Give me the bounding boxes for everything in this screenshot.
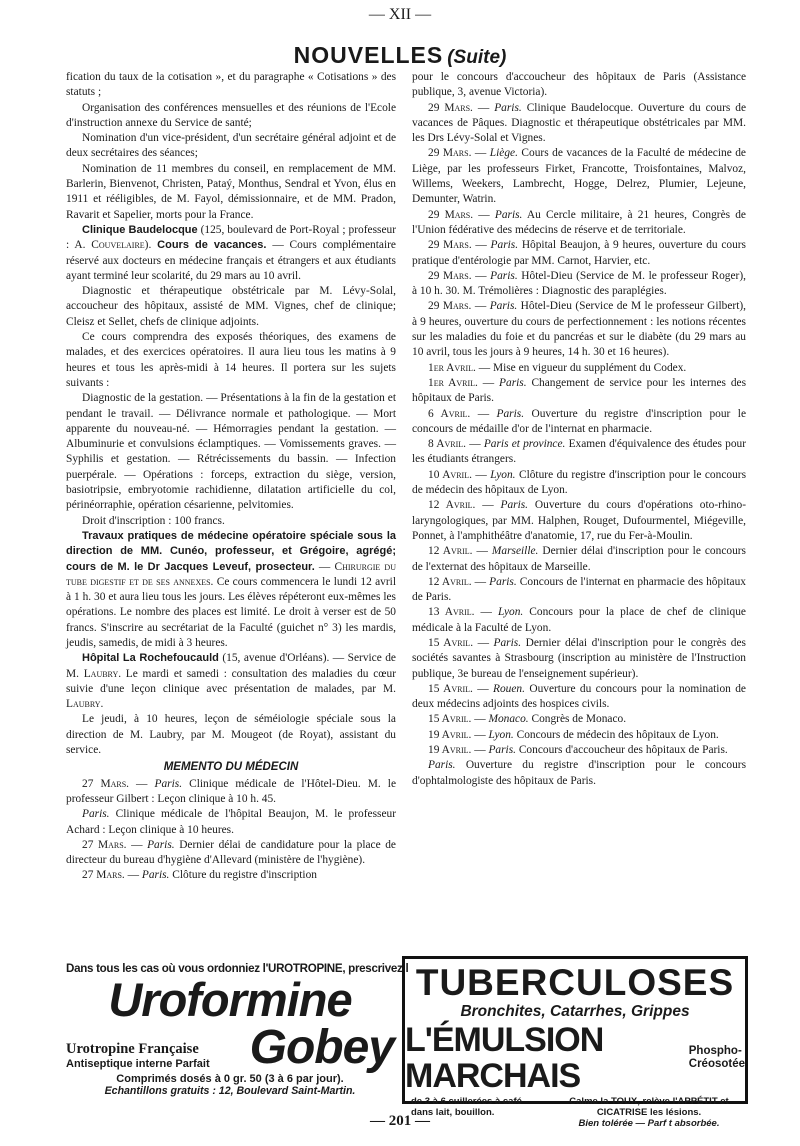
entry-date: 13 Avril. — [428, 606, 475, 619]
entry-place: Paris. — [490, 239, 519, 252]
entry-place: Paris. — [141, 869, 170, 882]
paragraph: Diagnostic de la gestation. — Présentations à la fin de la gestation et pendant le travail. — Délivrance normale et pathologique. — Mort apparente du nouveau-né. — Hémorragies pendant la gestation. — Albuminurie et convulsions éclamptiques. — Vomissements graves. — Syphilis et gestation. — Rétrécissements du bassin. — Infection puerpérale. — Opérations : forceps, extraction du siège, version, basiotripsie, embryotomie rachidienne, dilatation artificielle du col, périnéorraphie, opération césarienne, pelvitomies. — [66, 392, 396, 512]
entry-text: Clinique médicale de l'hôpital Beaujon, M. le professeur Achard : Leçon clinique à 10 heures. — [66, 808, 396, 836]
entry-text: Ouverture du registre d'inscription pour le concours de médaille d'or de l'internat en pharmacie. — [412, 407, 746, 435]
ad-body — [66, 1021, 394, 1074]
ad-tolerance: Bien tolérée — Parf t absorbée. — [578, 1118, 720, 1129]
entry-text: Concours de médecin des hôpitaux de Lyon. — [513, 728, 719, 741]
entry-text: Au Cercle militaire, à 21 heures, Congrès de l'Union fédérative des médecins de réserve et de territoriale. — [412, 208, 746, 236]
entry-text: Dernier délai de candidature pour la place de directeur du bureau d'hygiène d'Allevard (ministère de l'hygiène). — [66, 838, 396, 867]
ad-product-name: L'ÉMULSION MARCHAIS — [405, 1021, 604, 1095]
entry-place: Paris. — [493, 636, 522, 649]
paragraph: Nomination de 11 membres du conseil, en remplacement de MM. Barlerin, Bienvenot, Christen, Pataý, Monthus, Sendral et Yvon, élus en 1911 et rééligibles, de M. Fayol, démissionnaire, et de MM. Pradon, Ravarit et Sapelier, morts pour la France. — [66, 162, 396, 221]
text: (15, avenue d'Orléans). — Service de M. — [66, 652, 396, 680]
entry-place: Paris. — [499, 376, 527, 389]
memento-entry: 29 Mars. — Paris. Hôtel-Dieu (Service de M. le professeur Roger), à 10 h. 30. M. Trémolières : Diagnostic des paraplégies. — [412, 269, 746, 298]
entry-text: Hôtel-Dieu (Service de M le professeur Gilbert), à 9 heures, ouverture du cours de perfectionnement : les notions récentes sur les maladies du foie et du pancréas et sur le diabète (du 29 mars au 10 avril, tous les jours à 9 heures, 14 h. 30 et 16 heures). — [412, 300, 746, 359]
top-page-folio: — XII — — [368, 6, 432, 23]
entry-date: 29 Mars. — [428, 101, 473, 114]
memento-entry: 12 Avril. — Paris. Ouverture du cours d'opérations oto-rhino-laryngologiques, par MM. Halphen, Rouget, Dufourmentel, Miégeville, Ponnet, à l'amphithéâtre d'anatomie, 17, rue du Fer-à-Moulin. — [412, 499, 746, 542]
memento-entry: 19 Avril. — Lyon. Concours de médecin des hôpitaux de Lyon. — [428, 728, 719, 741]
entry-text: Clôture du registre d'inscription — [169, 869, 317, 882]
memento-entry: 27 Mars. — Paris. Dernier délai de candidature pour la place de directeur du bureau d'hygiène d'Allevard (ministère de l'hygiène). — [66, 838, 396, 867]
memento-heading: MEMENTO DU MÉDECIN — [163, 761, 299, 774]
entry-place: Paris. — [147, 838, 175, 851]
entry-text: Cours de vacances de la Faculté de médecine de Liège, par les professeurs Firket, Francotte, Troisfontaines, Malvoz, Willems, Weekers, Lambrecht, Hogge, Delrez, Plumier, Lejeune, Demunter, Watrin. — [412, 147, 746, 206]
memento-entry: 29 Mars. — Liège. Cours de vacances de la Faculté de médecine de Liège, par les professeurs Firket, Francotte, Troisfontaines, Malvoz, Willems, Weekers, Lambrecht, Hogge, Delrez, Plumier, Lejeune, Demunter, Watrin. — [412, 147, 746, 206]
entry-date: 29 Mars. — [428, 147, 472, 160]
ad-subtitle: Bronchites, Catarrhes, Grippes — [460, 1003, 690, 1020]
section-title: Cours de vacances. — [157, 239, 267, 252]
text: — Cours complémentaire réservé aux docteurs en médecine français et étrangers et aux étudiants ayant terminé leur scolarité, du 29 mars au 10 avril. — [66, 239, 396, 282]
entry-date: 1er Avril. — [428, 376, 478, 389]
memento-entry — [412, 361, 746, 376]
ad-maker-name: Gobey — [249, 1021, 394, 1074]
entry-place: Paris et province. — [483, 438, 566, 451]
paragraph: Ce cours comprendra des exposés théoriques, des examens de malades, et des exercices opératoires. Il aura lieu tous les matins à 9 heures et tous les après-midi à 14 heures. Il portera sur les sujets suivants : — [66, 331, 396, 389]
person-name: Laubry — [83, 667, 119, 680]
entry-date: 29 Mars. — [428, 208, 474, 221]
bottom-page-number: — 201 — — [370, 1113, 430, 1129]
entry-text: Congrès de Monaco. — [528, 713, 627, 726]
entry-place: Lyon. — [488, 728, 514, 741]
ad-title: TUBERCULOSES — [415, 962, 735, 1003]
paragraph: fication du taux de la cotisation », et du paragraphe « Cotisations » des statuts ; — [66, 71, 396, 99]
paragraph — [66, 529, 396, 651]
uroformine-advertisement — [66, 962, 409, 1104]
memento-entry: 1er Avril. — Paris. Changement de service pour les internes des hôpitaux de Paris. — [412, 376, 747, 405]
paragraph: Le jeudi, à 10 heures, leçon de séméiologie spéciale sous la direction de M. Laubry, par M. Mougeot (de Royat), assistant du service. — [66, 713, 396, 757]
entry-date: 1er Avril. — [428, 361, 476, 374]
memento-entry: 15 Avril. — Rouen. Ouverture du concours pour la nomination de deux médecins adjoints des hospices civils. — [412, 682, 746, 711]
entry-date: 29 Mars. — [428, 239, 472, 252]
entry-date: 12 Avril. — [428, 545, 473, 558]
memento-entry: 8 Avril. — Paris et province. Examen d'équivalence des études pour les étudiants étrangers. — [412, 438, 747, 466]
entry-text: Ouverture du concours pour la nomination de deux médecins adjoints des hospices civils. — [412, 682, 746, 711]
memento-entry: 12 Avril. — Marseille. Dernier délai d'inscription pour le concours de l'externat des hôpitaux de Marseille. — [412, 545, 746, 573]
entry-text: Changement de service pour les internes des hôpitaux de Paris. — [412, 376, 747, 405]
memento-entry: 19 Avril. — Paris. Concours d'accoucheur des hôpitaux de Paris. — [428, 744, 728, 757]
entry-text: — Mise en vigueur du supplément du Codex. — [475, 361, 687, 374]
right-column — [412, 70, 746, 789]
paragraph — [66, 223, 396, 284]
paragraph: Droit d'inscription : 100 francs. — [82, 514, 225, 527]
entry-date: 15 Avril. — [428, 682, 473, 695]
entry-place: Lyon. — [490, 468, 516, 481]
memento-entry: 29 Mars. — Paris. Hôtel-Dieu (Service de M le professeur Gilbert), à 9 heures, ouverture du cours de perfectionnement : les notions récentes sur les maladies du foie et du pancréas et sur le diabète (du 29 mars au 10 avril, tous les jours à 9 heures, 14 h. 30 et 16 heures). — [412, 300, 746, 359]
entry-place: Marseille. — [491, 545, 539, 558]
course-title: Chirurgie du tube digestif et de ses annexes. — [66, 560, 396, 588]
entry-text: Concours pour la place de chef de clinique médicale à la Faculté de Lyon. — [412, 606, 746, 634]
entry-place: Paris. — [500, 499, 529, 512]
memento-entry: 29 Mars. — Paris. Hôpital Beaujon, à 9 heures, ouverture du cours pratique d'entérologie par MM. Carnot, Harvier, etc. — [412, 239, 746, 267]
section-title: Clinique Baudelocque — [82, 223, 198, 236]
paragraph: Diagnostic et thérapeutique obstétricale par M. Lévy-Solal, accoucheur des hôpitaux, assisté de MM. Vignes, chef de clinique; Cleisz et Sellet, chefs de clinique adjoints. — [66, 285, 396, 328]
entry-date: 29 Mars. — [428, 269, 472, 282]
entry-place: Paris. — [494, 208, 523, 221]
ad-dosage: Comprimés dosés à 0 gr. 50 (3 à 6 par jour). — [116, 1073, 344, 1085]
entry-place: Lyon. — [497, 606, 524, 619]
entry-place: Paris. — [496, 407, 525, 420]
person-name: Couvelaire — [91, 239, 145, 252]
memento-entry: 27 Mars. — Paris. Clinique médicale de l'Hôtel-Dieu. M. le professeur Gilbert : Leçon clinique à 10 h. 45. — [66, 777, 396, 805]
paragraph: Nomination d'un vice-président, d'un secrétaire général adjoint et de deux secrétaires des séances; — [66, 132, 396, 160]
memento-entry: 12 Avril. — Paris. Concours de l'internat en pharmacie des hôpitaux de Paris. — [412, 575, 746, 604]
paragraph: Organisation des conférences mensuelles et des réunions de l'Ecole d'instruction annexe du Service de santé; — [66, 101, 396, 129]
entry-date: 19 Avril. — [428, 728, 472, 741]
entry-place: Liège. — [489, 147, 518, 160]
memento-entry: 29 Mars. — Paris. Clinique Baudelocque. Ouverture du cours de vacances de Pâques. Diagnostic et thérapeutique obstétricales par MM. les Drs Lévy-Solal et Vignes. — [412, 101, 746, 145]
entry-date: 29 Mars. — [428, 300, 472, 313]
memento-entry — [412, 758, 746, 789]
entry-text: Hôtel-Dieu (Service de M. le professeur Roger), à 10 h. 30. M. Trémolières : Diagnostic des paraplégies. — [412, 269, 746, 298]
entry-date: 10 Avril. — [428, 468, 472, 481]
entry-date: 27 Mars. — [82, 838, 127, 851]
entry-date: 27 Mars. — [82, 869, 125, 882]
entry-date: 12 Avril. — [428, 499, 476, 512]
memento-entry — [66, 807, 396, 838]
entry-text: Ouverture du cours d'opérations oto-rhino-laryngologiques, par MM. Halphen, Rouget, Dufourmentel, Miégeville, Ponnet, à l'amphithéâtre d'anatomie, 17, rue du Fer-à-Moulin. — [412, 499, 746, 542]
entry-text: Concours d'accoucheur des hôpitaux de Paris. — [515, 744, 728, 757]
entry-place: Paris. — [489, 575, 517, 588]
entry-place: Rouen. — [493, 682, 525, 695]
memento-entry: 27 Mars. — Paris. Clôture du registre d'inscription — [82, 869, 317, 882]
text: Ce cours commencera le lundi 12 avril à 1 h. 30 et aura lieu tous les jours. Les élèves répéteront eux-mêmes les opérations. Le nombre des places est limité. Le droit à verser est de 50 francs. S'inscrire au secrétariat de la Faculté (guichet n° 3) les mardis, jeudis, samedis, de midi à 3 heures. — [66, 575, 396, 649]
ad-description — [66, 1041, 210, 1071]
section-title: Travaux pratiques de médecine opératoire spéciale sous la direction de MM. Cunéo, professeur, et Grégoire, agrégé; cours de M. le Dr Jacques Leveuf, prosecteur. — [66, 529, 396, 573]
text: — — [314, 560, 335, 573]
entry-place: Paris. — [154, 777, 183, 790]
ad-product-type: Phospho-Créosotée — [688, 1045, 746, 1070]
text: . Le mardi et samedi : consultation des maladies du cœur suivie d'une leçon clinique avec présentation de malades, par M. — [66, 667, 396, 695]
entry-place: Paris. — [488, 744, 516, 757]
entry-text: Clinique Baudelocque. Ouverture du cours de vacances de Pâques. Diagnostic et thérapeutique obstétricales par MM. les Drs Lévy-Solal et Vignes. — [412, 101, 746, 145]
entry-text: Concours de l'internat en pharmacie des hôpitaux de Paris. — [412, 575, 746, 604]
entry-date: 8 Avril. — [428, 438, 467, 451]
section-heading — [0, 42, 800, 69]
entry-text: Examen d'équivalence des études pour les étudiants étrangers. — [412, 438, 747, 466]
memento-entry: 15 Avril. — Paris. Dernier délai d'inscription pour le congrès des sociétés savantes à Strasbourg (inscription au ministère de l'Instruction publique, 3e bureau de l'enseignement supérieur). — [412, 636, 746, 680]
text: ). — [144, 239, 158, 252]
person-name: Laubry — [66, 698, 101, 711]
text: (125, boulevard de Port-Royal ; professeur : A. — [66, 223, 396, 252]
entry-place: Monaco. — [488, 713, 529, 726]
ad-dosage: de 3 à 6 cuillerées à café dans lait, bouillon. — [411, 1096, 522, 1118]
entry-place: Paris. — [82, 808, 110, 821]
heading-title: NOUVELLES — [293, 42, 444, 68]
memento-entry: pour le concours d'accoucheur des hôpitaux de Paris (Assistance publique, 3, avenue Victoria). — [412, 71, 746, 99]
emulsion-marchais-advertisement — [402, 956, 748, 1129]
entry-date: 6 Avril. — [428, 407, 471, 420]
text: . — [100, 698, 104, 711]
memento-entry: 6 Avril. — Paris. Ouverture du registre d'inscription pour le concours de médaille d'or de l'internat en pharmacie. — [412, 407, 746, 435]
entry-date: 27 Mars. — [82, 777, 129, 790]
ad-product-row — [405, 1022, 745, 1094]
entry-text: Dernier délai d'inscription pour le congrès des sociétés savantes à Strasbourg (inscription au ministère de l'Instruction publique, 3e bureau de l'enseignement supérieur). — [412, 636, 746, 680]
entry-text: Clôture du registre d'inscription pour le concours de médecin des hôpitaux de Lyon. — [412, 468, 746, 497]
entry-place: Paris. — [490, 269, 518, 282]
memento-entry: 10 Avril. — Lyon. Clôture du registre d'inscription pour le concours de médecin des hôpitaux de Lyon. — [412, 468, 746, 497]
ad-tagline: Dans tous les cas où vous ordonniez l'UROTROPINE, prescrivez l — [66, 962, 409, 975]
ad-brand-name: Uroformine — [108, 973, 352, 1026]
memento-entry: 13 Avril. — Lyon. Concours pour la place de chef de clinique médicale à la Faculté de Lyon. — [412, 606, 746, 634]
ad-claim: Calme la TOUX, relève l'APPÉTIT et CICATRISE les lésions. — [569, 1096, 729, 1118]
memento-entry: 15 Avril. — Monaco. Congrès de Monaco. — [428, 713, 627, 726]
entry-date: 12 Avril. — [428, 575, 472, 588]
entry-place: Paris. — [489, 300, 518, 313]
section-title: Hôpital La Rochefoucauld — [82, 652, 219, 665]
entry-date: 19 Avril. — [428, 744, 472, 757]
memento-entry: 29 Mars. — Paris. Au Cercle militaire, à 21 heures, Congrès de l'Union fédérative des médecins de réserve et de territoriale. — [412, 208, 746, 236]
ad-line: Urotropine Française — [66, 1041, 199, 1057]
entry-text: Hôpital Beaujon, à 9 heures, ouverture du cours pratique d'entérologie par MM. Carnot, Harvier, etc. — [412, 239, 746, 267]
ad-address: Echantillons gratuits : 12, Boulevard Saint-Martin. — [104, 1085, 356, 1097]
entry-date: 15 Avril. — [428, 713, 472, 726]
entry-text: Dernier délai d'inscription pour le concours de l'externat des hôpitaux de Marseille. — [412, 545, 746, 573]
entry-place: Paris. — [428, 759, 456, 772]
entry-text: Ouverture du registre d'inscription pour le concours d'ophtalmologiste des hôpitaux de Paris. — [412, 759, 746, 787]
left-column — [66, 70, 396, 884]
entry-place: Paris. — [494, 101, 522, 114]
heading-suffix: (Suite) — [447, 47, 507, 68]
paragraph — [66, 651, 396, 712]
entry-text: Clinique médicale de l'Hôtel-Dieu. M. le professeur Gilbert : Leçon clinique à 10 h. 45. — [66, 777, 396, 805]
ad-line: Antiseptique interne Parfait — [66, 1058, 210, 1070]
entry-date: 15 Avril. — [428, 636, 474, 649]
